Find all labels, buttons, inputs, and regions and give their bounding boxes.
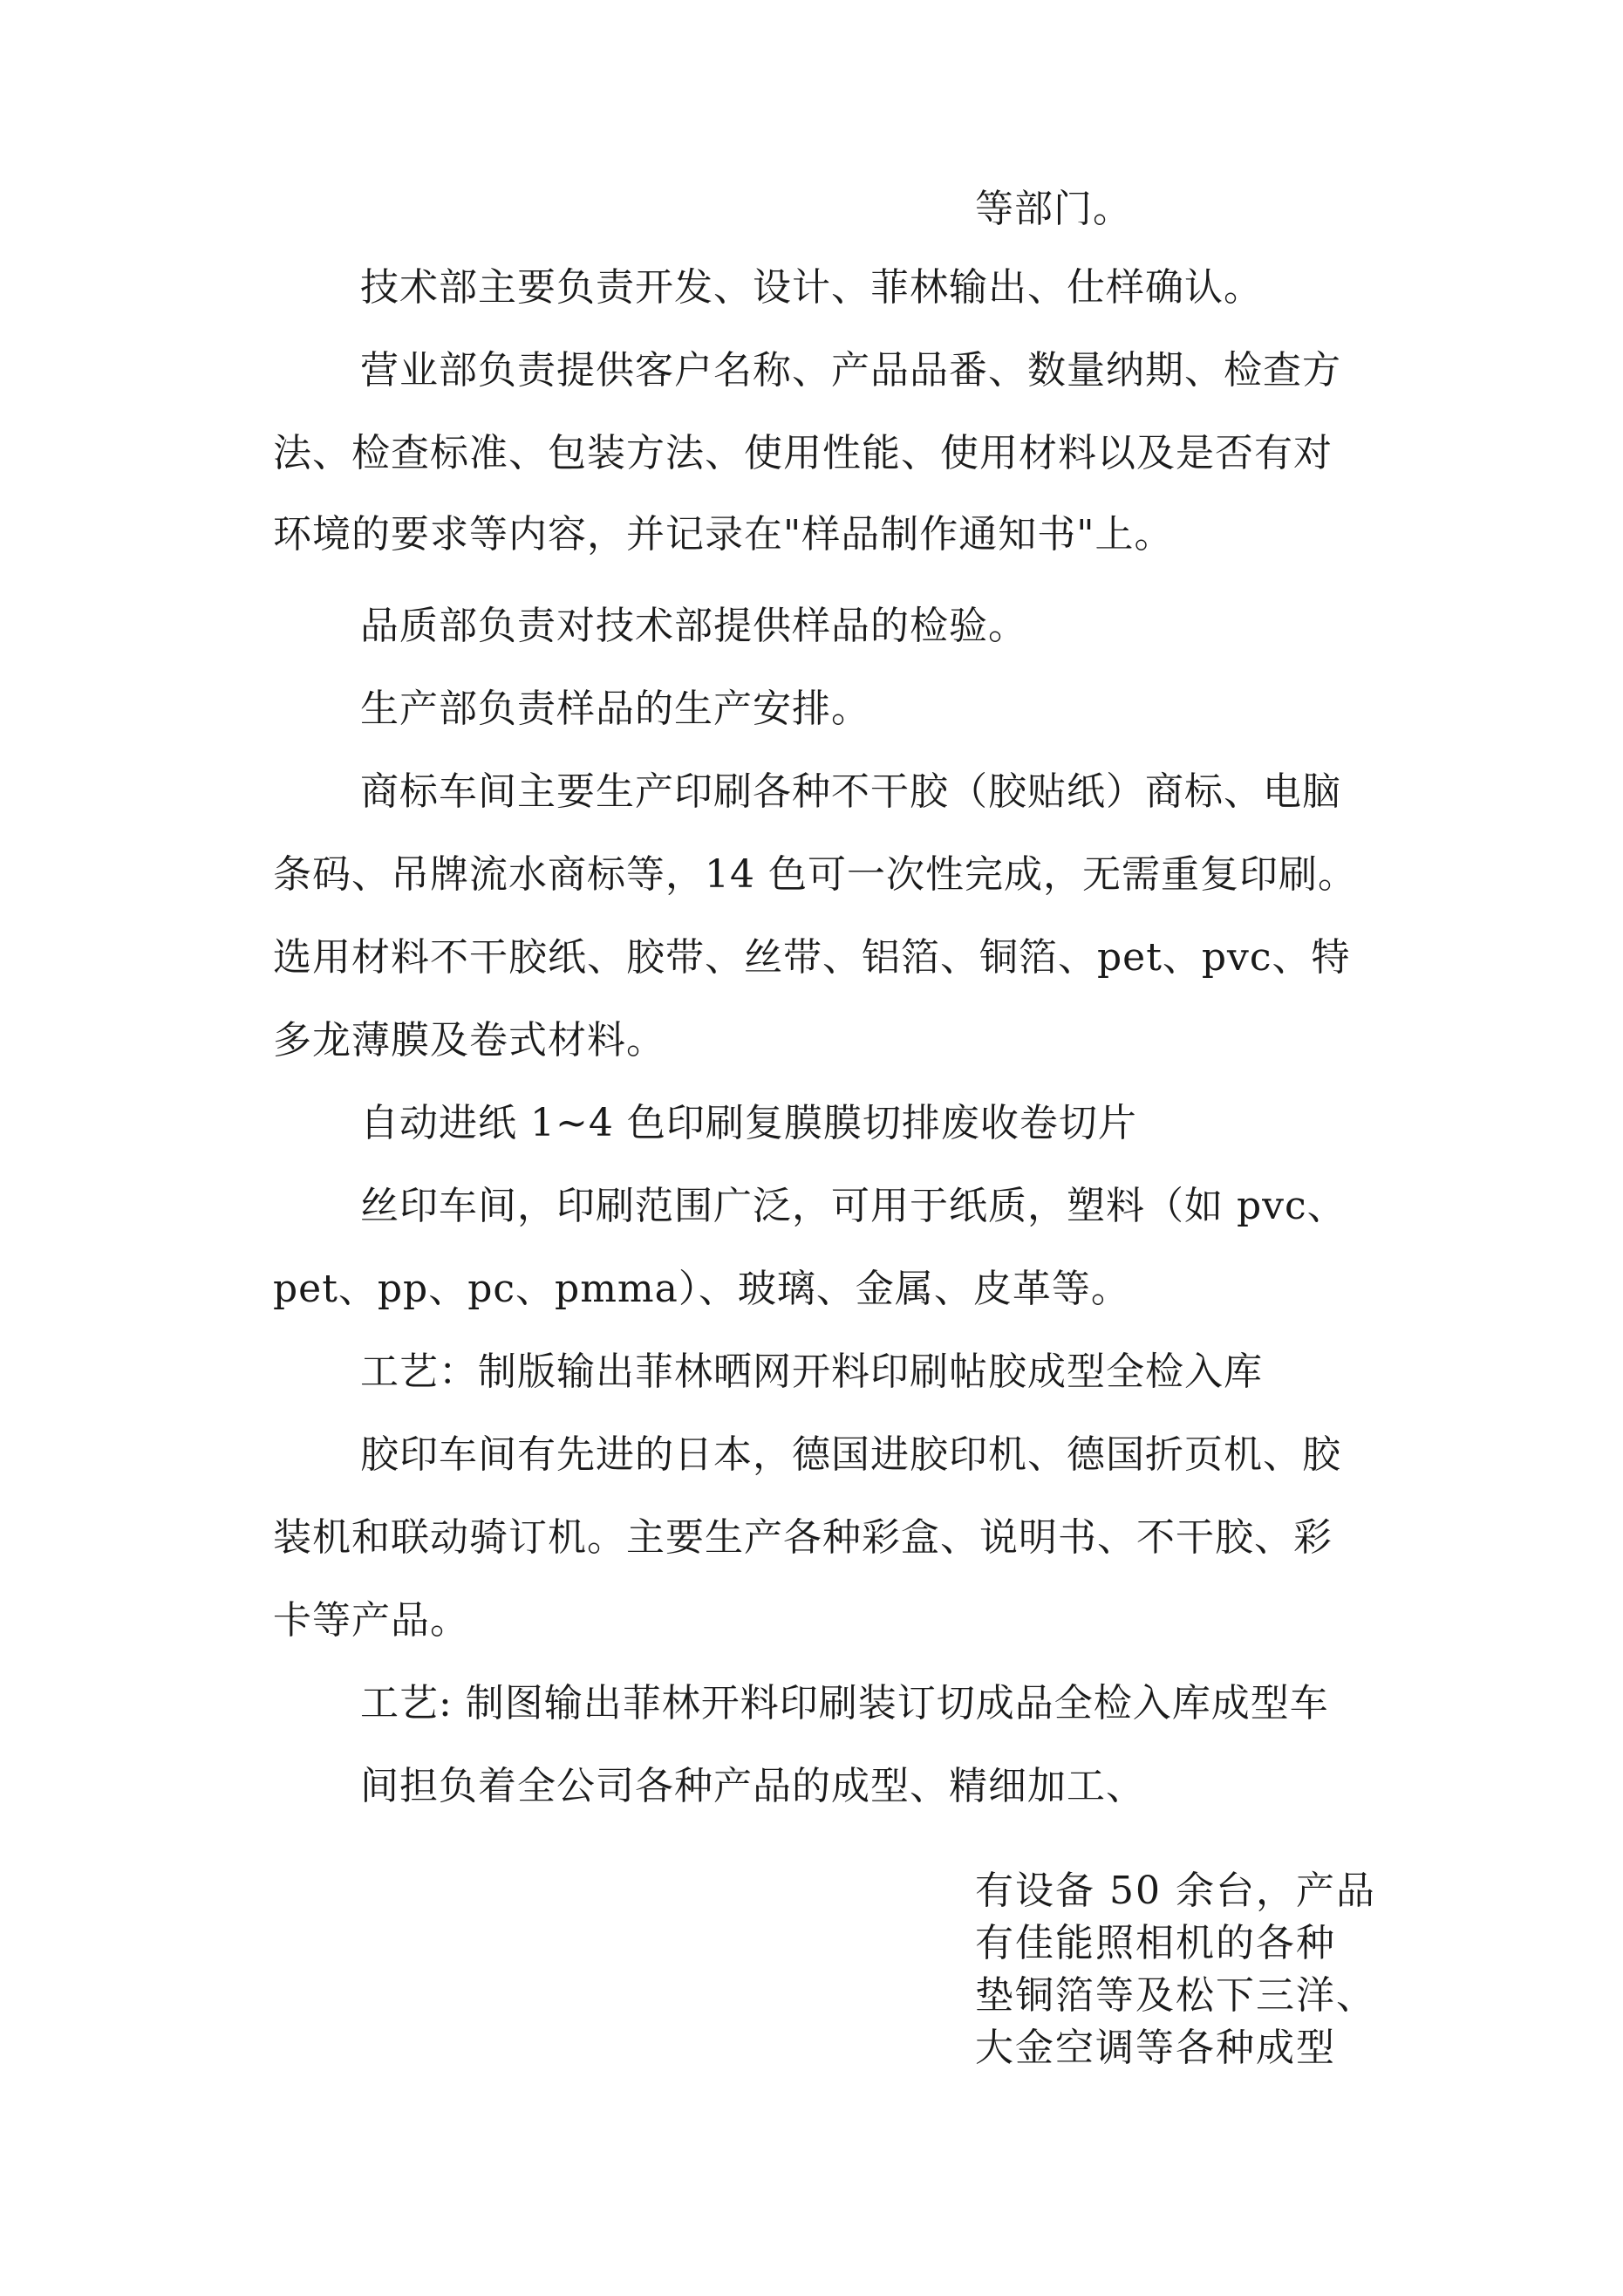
- text-line-7: 生产部负责样品的生产安排。: [360, 687, 870, 731]
- text-line-1: 等部门。: [975, 187, 1132, 231]
- text-line-13: 丝印车间，印刷范围广泛，可用于纸质，塑料（如 pvc、: [360, 1184, 1347, 1228]
- text-line-11: 多龙薄膜及卷式材料。: [273, 1018, 665, 1063]
- right-text-line-1: 有设备 50 余台，产品: [975, 1869, 1376, 1913]
- text-line-5: 环境的要求等内容，并记录在"样品制作通知书"上。: [273, 512, 1174, 557]
- text-line-19: 工艺: 制图输出菲林开料印刷装订切成品全检入库成型车: [360, 1681, 1329, 1725]
- text-line-3: 营业部负责提供客户名称、产品品番、数量纳期、检查方: [360, 348, 1341, 393]
- text-line-15: 工艺：制版输出菲林晒网开料印刷帖胶成型全检入库: [360, 1350, 1263, 1394]
- text-line-12: 自动进纸 1~4 色印刷复膜膜切排废收卷切片: [360, 1101, 1137, 1145]
- text-line-2: 技术部主要负责开发、设计、菲林输出、仕样确认。: [360, 265, 1263, 310]
- text-line-17: 装机和联动骑订机。主要生产各种彩盒、说明书、不干胶、彩: [273, 1515, 1333, 1560]
- right-text-line-2: 有佳能照相机的各种: [975, 1921, 1336, 1965]
- text-line-16: 胶印车间有先进的日本，德国进胶印机、德国折页机、胶: [360, 1432, 1341, 1477]
- text-line-4: 法、检查标准、包装方法、使用性能、使用材料以及是否有对: [273, 431, 1333, 475]
- text-line-8: 商标车间主要生产印刷各种不干胶（胶贴纸）商标、电脑: [360, 769, 1341, 814]
- text-line-9: 条码、吊牌流水商标等，14 色可一次性完成，无需重复印刷。: [273, 852, 1357, 897]
- text-line-6: 品质部负责对技术部提供样品的检验。: [360, 604, 1027, 648]
- right-text-line-3: 垫铜箔等及松下三洋、: [975, 1973, 1376, 2018]
- text-line-10: 选用材料不干胶纸、胶带、丝带、铝箔、铜箔、pet、pvc、特: [273, 935, 1351, 980]
- text-line-20: 间担负着全公司各种产品的成型、精细加工、: [360, 1764, 1145, 1808]
- text-line-14: pet、pp、pc、pmma）、玻璃、金属、皮革等。: [273, 1267, 1130, 1311]
- right-text-line-4: 大金空调等各种成型: [975, 2026, 1336, 2070]
- text-line-18: 卡等产品。: [273, 1598, 469, 1643]
